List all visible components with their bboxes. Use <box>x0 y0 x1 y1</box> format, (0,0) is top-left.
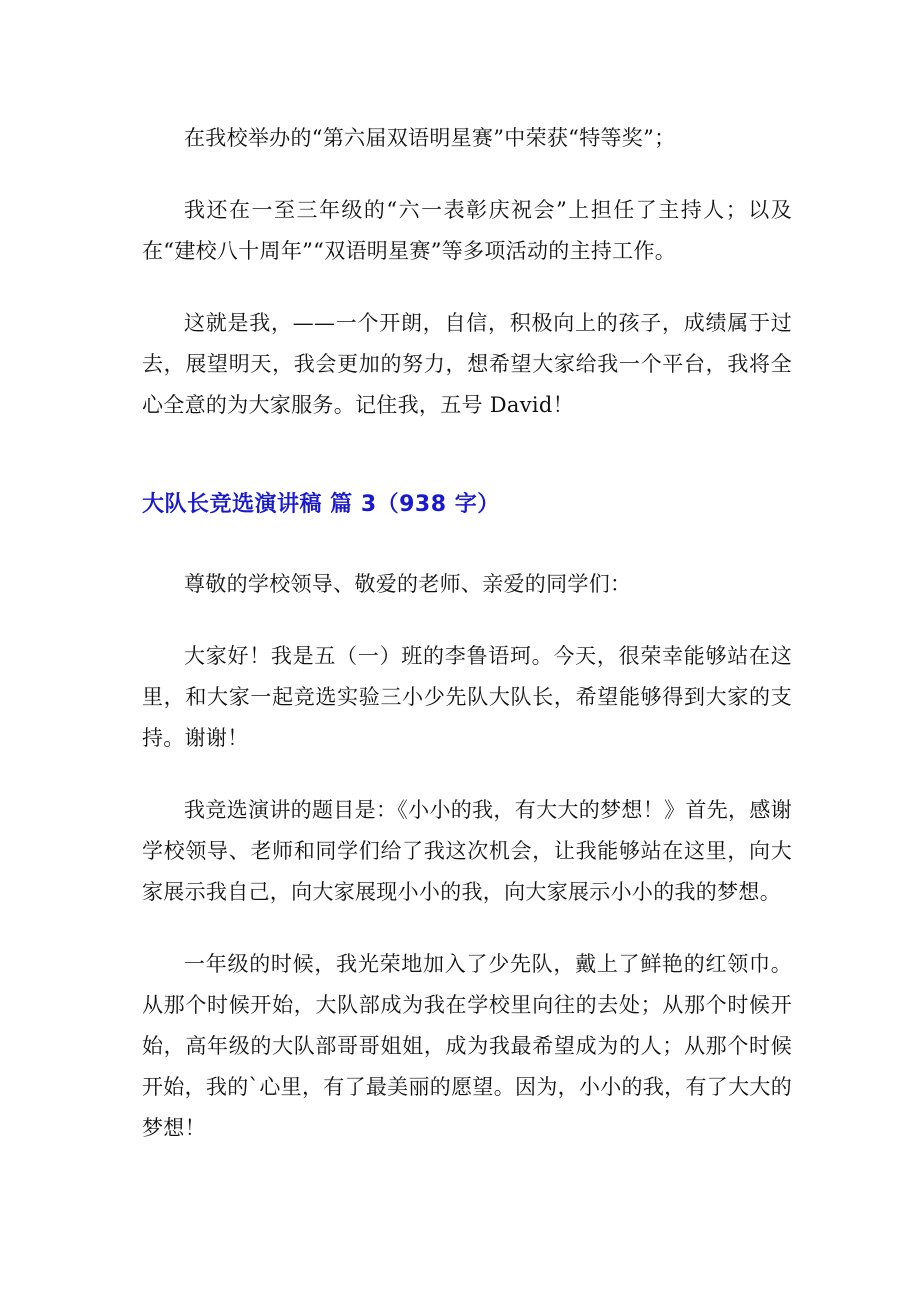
paragraph-spacer <box>142 159 792 190</box>
paragraph-spacer <box>142 913 792 944</box>
heading-spacer <box>142 526 792 564</box>
section-spacer <box>142 426 792 484</box>
section-heading: 大队长竞选演讲稿 篇 3（938 字） <box>142 492 500 517</box>
paragraph-spacer <box>142 759 792 790</box>
paragraph-host-experience: 我还在一至三年级的“六一表彰庆祝会”上担任了主持人；以及在“建校八十周年”“双语明星赛”等多项活动的主持工作。 <box>142 198 792 263</box>
paragraph-award: 在我校举办的“第六届双语明星赛”中荣获“特等奖”； <box>184 126 676 150</box>
paragraph-spacer <box>142 272 792 303</box>
paragraph-first-grade-memory: 一年级的时候，我光荣地加入了少先队，戴上了鲜艳的红领巾。从那个时候开始，大队部成为我在学校里向往的去处；从那个时候开始，高年级的大队部哥哥姐姐，成为我最希望成为的人；从那个时候开始，我的`心里，有了最美丽的愿望。因为，小小的我，有了大大的梦想！ <box>142 952 792 1140</box>
document-content <box>142 118 792 1149</box>
paragraph-greeting: 尊敬的学校领导、敬爱的老师、亲爱的同学们： <box>184 572 632 596</box>
paragraph-introduction: 大家好！我是五（一）班的李鲁语珂。今天，很荣幸能够站在这里，和大家一起竞选实验三小少先队大队长，希望能够得到大家的支持。谢谢！ <box>142 644 792 750</box>
paragraph-speech-topic: 我竞选演讲的题目是：《小小的我，有大大的梦想！》首先，感谢学校领导、老师和同学们给了我这次机会，让我能够站在这里，向大家展示我自己，向大家展现小小的我，向大家展示小小的我的梦想。 <box>142 798 792 904</box>
paragraph-closing-statement: 这就是我，——一个开朗，自信，积极向上的孩子，成绩属于过去，展望明天，我会更加的努力，想希望大家给我一个平台，我将全心全意的为大家服务。记住我，五号 David！ <box>142 311 792 417</box>
paragraph-spacer <box>142 605 792 636</box>
